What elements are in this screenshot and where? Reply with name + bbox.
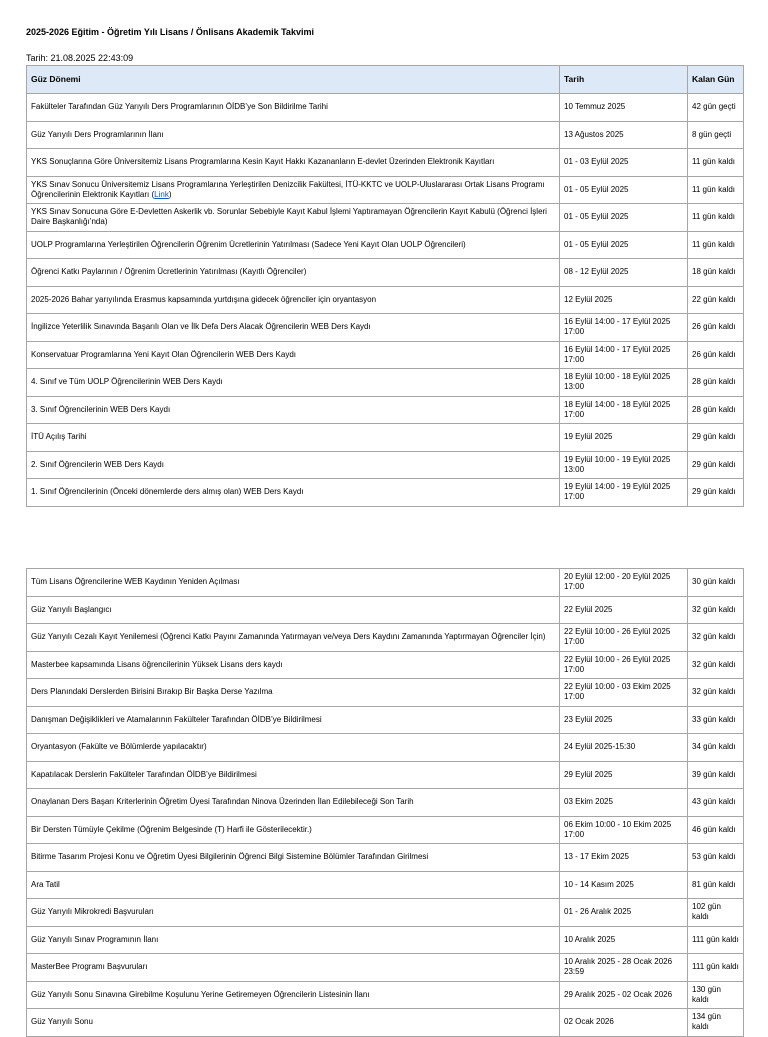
event-text: Kapatılacak Derslerin Fakülteler Tarafından ÖİDB’ye Bildirilmesi — [31, 769, 257, 779]
event-cell — [27, 816, 560, 844]
event-text: Bitirme Tasarım Projesi Konu ve Öğretim Üyesi Bilgilerinin Öğrenci Bilgi Sistemine Bölümler Tarafından Girilmesi — [31, 852, 429, 862]
date-cell: 03 Ekim 2025 — [560, 789, 688, 817]
table-row — [27, 341, 744, 369]
table-row — [27, 479, 744, 507]
event-cell — [27, 341, 560, 369]
remaining-days-cell: 32 gün kaldı — [688, 596, 744, 624]
date-cell: 10 - 14 Kasım 2025 — [560, 871, 688, 899]
remaining-days-cell: 32 gün kaldı — [688, 679, 744, 707]
event-cell — [27, 706, 560, 734]
table-row — [27, 624, 744, 652]
event-text: Ara Tatil — [31, 879, 60, 889]
event-text: Öğrenci Katkı Paylarının / Öğrenim Ücretlerinin Yatırılması (Kayıtlı Öğrenciler) — [31, 267, 307, 277]
table-row — [27, 424, 744, 452]
event-text: Güz Yarıyılı Sonu Sınavına Girebilme Koşulunu Yerine Getiremeyen Öğrencilerin Listesinin İlanı — [31, 989, 370, 999]
event-text: Tüm Lisans Öğrencilerine WEB Kaydının Yeniden Açılması — [31, 577, 240, 587]
event-text: Bir Dersten Tümüyle Çekilme (Öğrenim Belgesinde (T) Harfi ile Gösterilecektir.) — [31, 824, 312, 834]
date-cell: 29 Eylül 2025 — [560, 761, 688, 789]
report-date: Tarih: 21.08.2025 22:43:09 — [26, 53, 134, 63]
event-cell — [27, 149, 560, 177]
event-cell — [27, 899, 560, 927]
header-remaining: Kalan Gün — [688, 66, 744, 94]
date-cell: 01 - 03 Eylül 2025 — [560, 149, 688, 177]
table-row — [27, 651, 744, 679]
table-row — [27, 286, 744, 314]
date-cell: 02 Ocak 2026 — [560, 1009, 688, 1037]
event-text: UOLP Programlarına Yerleştirilen Öğrencilerin Öğrenim Ücretlerinin Yatırılması (Sadece Yeni Kayıt Olan UOLP Öğrencileri) — [31, 239, 466, 249]
date-cell: 13 Ağustos 2025 — [560, 121, 688, 149]
event-cell — [27, 844, 560, 872]
event-text: Onaylanan Ders Başarı Kriterlerinin Öğretim Üyesi Tarafından Ninova Üzerinden İlan Edilebileceği Son Tarih — [31, 797, 414, 807]
event-text: Oryantasyon (Fakülte ve Bölümlerde yapılacaktır) — [31, 742, 207, 752]
event-cell — [27, 286, 560, 314]
table-row — [27, 816, 744, 844]
remaining-days-cell: 18 gün kaldı — [688, 259, 744, 287]
page-title: 2025-2026 Eğitim - Öğretim Yılı Lisans / Önlisans Akademik Takvimi — [26, 27, 314, 37]
remaining-days-cell: 22 gün kaldı — [688, 286, 744, 314]
date-cell: 22 Eylül 10:00 - 03 Ekim 2025 17:00 — [560, 679, 688, 707]
date-cell: 10 Aralık 2025 - 28 Ocak 2026 23:59 — [560, 954, 688, 982]
event-text: 2. Sınıf Öğrencilerin WEB Ders Kaydı — [31, 459, 164, 469]
event-text: Danışman Değişiklikleri ve Atamalarının Fakülteler Tarafından ÖİDB’ye Bildirilmesi — [31, 714, 322, 724]
date-cell: 16 Eylül 14:00 - 17 Eylül 2025 17:00 — [560, 314, 688, 342]
date-cell: 20 Eylül 12:00 - 20 Eylül 2025 17:00 — [560, 569, 688, 597]
date-cell: 22 Eylül 2025 — [560, 596, 688, 624]
remaining-days-cell: 29 gün kaldı — [688, 424, 744, 452]
event-text: MasterBee Programı Başvuruları — [31, 962, 148, 972]
remaining-days-cell: 29 gün kaldı — [688, 479, 744, 507]
date-cell: 18 Eylül 14:00 - 18 Eylül 2025 17:00 — [560, 396, 688, 424]
date-cell: 19 Eylül 14:00 - 19 Eylül 2025 17:00 — [560, 479, 688, 507]
remaining-days-cell: 102 gün kaldı — [688, 899, 744, 927]
event-text: Güz Yarıyılı Sonu — [31, 1017, 93, 1027]
event-cell — [27, 231, 560, 259]
event-cell — [27, 396, 560, 424]
event-cell — [27, 369, 560, 397]
header-date: Tarih — [560, 66, 688, 94]
table-row — [27, 1009, 744, 1037]
event-cell — [27, 954, 560, 982]
event-cell — [27, 1009, 560, 1037]
remaining-days-cell: 43 gün kaldı — [688, 789, 744, 817]
table-row — [27, 844, 744, 872]
event-text: Masterbee kapsamında Lisans öğrencilerinin Yüksek Lisans ders kaydı — [31, 659, 283, 669]
remaining-days-cell: 130 gün kaldı — [688, 981, 744, 1009]
date-cell: 13 - 17 Ekim 2025 — [560, 844, 688, 872]
table-row — [27, 954, 744, 982]
calendar-table-part-1 — [26, 65, 744, 507]
date-cell: 01 - 26 Aralık 2025 — [560, 899, 688, 927]
remaining-days-cell: 81 gün kaldı — [688, 871, 744, 899]
event-text: İTÜ Açılış Tarihi — [31, 432, 87, 442]
registration-link[interactable]: Link — [154, 189, 169, 199]
event-text: Güz Yarıyılı Sınav Programının İlanı — [31, 934, 159, 944]
table-row — [27, 899, 744, 927]
date-cell: 29 Aralık 2025 - 02 Ocak 2026 — [560, 981, 688, 1009]
remaining-days-cell: 30 gün kaldı — [688, 569, 744, 597]
remaining-days-cell: 111 gün kaldı — [688, 954, 744, 982]
event-cell — [27, 624, 560, 652]
date-cell: 23 Eylül 2025 — [560, 706, 688, 734]
table-row — [27, 761, 744, 789]
remaining-days-cell: 32 gün kaldı — [688, 624, 744, 652]
table-row — [27, 94, 744, 122]
remaining-days-cell: 8 gün geçti — [688, 121, 744, 149]
remaining-days-cell: 34 gün kaldı — [688, 734, 744, 762]
table-row — [27, 734, 744, 762]
remaining-days-cell: 134 gün kaldı — [688, 1009, 744, 1037]
event-text: Güz Yarıyılı Ders Programlarının İlanı — [31, 129, 164, 139]
event-text: Güz Yarıyılı Başlangıcı — [31, 604, 112, 614]
remaining-days-cell: 26 gün kaldı — [688, 341, 744, 369]
table-row — [27, 569, 744, 597]
remaining-days-cell: 28 gün kaldı — [688, 396, 744, 424]
remaining-days-cell: 33 gün kaldı — [688, 706, 744, 734]
event-text: Fakülteler Tarafından Güz Yarıyılı Ders Programlarının ÖİDB’ye Son Bildirilme Tarihi — [31, 102, 328, 112]
table-row — [27, 259, 744, 287]
event-text: Güz Yarıyılı Cezalı Kayıt Yenilemesi (Öğrenci Katkı Payını Zamanında Yatırmayan ve/veya Ders Kaydını Zamanında Yaptırmayan Öğrenciler İçin) — [31, 632, 546, 642]
event-text: Güz Yarıyılı Mikrokredi Başvuruları — [31, 907, 154, 917]
table-row — [27, 926, 744, 954]
date-cell: 19 Eylül 2025 — [560, 424, 688, 452]
remaining-days-cell: 11 gün kaldı — [688, 231, 744, 259]
event-cell — [27, 871, 560, 899]
date-cell: 01 - 05 Eylül 2025 — [560, 176, 688, 204]
event-text: YKS Sınav Sonucuna Göre E-Devletten Askerlik vb. Sorunlar Sebebiyle Kayıt Kabul İşlemi Yaptıramayan Öğrencilerin Kayıt Kabulü (Öğrenci İşleri Daire Başkanlığı’nda) — [31, 207, 547, 227]
table-row — [27, 121, 744, 149]
table-row — [27, 789, 744, 817]
remaining-days-cell: 11 gün kaldı — [688, 204, 744, 232]
date-cell: 19 Eylül 10:00 - 19 Eylül 2025 13:00 — [560, 451, 688, 479]
event-text-suffix: ) — [168, 189, 172, 199]
event-cell — [27, 259, 560, 287]
table-header-row — [27, 66, 744, 94]
event-cell — [27, 121, 560, 149]
event-cell — [27, 761, 560, 789]
event-cell — [27, 479, 560, 507]
table-row — [27, 871, 744, 899]
date-cell: 01 - 05 Eylül 2025 — [560, 231, 688, 259]
table-row — [27, 981, 744, 1009]
event-cell — [27, 204, 560, 232]
date-cell: 12 Eylül 2025 — [560, 286, 688, 314]
event-cell — [27, 981, 560, 1009]
event-cell — [27, 596, 560, 624]
table-row — [27, 231, 744, 259]
date-cell: 01 - 05 Eylül 2025 — [560, 204, 688, 232]
remaining-days-cell: 28 gün kaldı — [688, 369, 744, 397]
table-row — [27, 451, 744, 479]
event-cell — [27, 451, 560, 479]
event-text: 3. Sınıf Öğrencilerinin WEB Ders Kaydı — [31, 404, 171, 414]
event-text: Ders Planındaki Derslerden Birisini Bırakıp Bir Başka Derse Yazılma — [31, 687, 273, 697]
table-row — [27, 596, 744, 624]
event-cell — [27, 651, 560, 679]
event-cell — [27, 569, 560, 597]
header-period: Güz Dönemi — [27, 66, 560, 94]
event-text: 4. Sınıf ve Tüm UOLP Öğrencilerinin WEB Ders Kaydı — [31, 377, 223, 387]
remaining-days-cell: 32 gün kaldı — [688, 651, 744, 679]
remaining-days-cell: 29 gün kaldı — [688, 451, 744, 479]
remaining-days-cell: 46 gün kaldı — [688, 816, 744, 844]
date-cell: 18 Eylül 10:00 - 18 Eylül 2025 13:00 — [560, 369, 688, 397]
table-row — [27, 149, 744, 177]
table-row — [27, 396, 744, 424]
table-row — [27, 314, 744, 342]
remaining-days-cell: 111 gün kaldı — [688, 926, 744, 954]
date-cell: 08 - 12 Eylül 2025 — [560, 259, 688, 287]
event-cell — [27, 424, 560, 452]
event-cell — [27, 176, 560, 204]
remaining-days-cell: 53 gün kaldı — [688, 844, 744, 872]
remaining-days-cell: 42 gün geçti — [688, 94, 744, 122]
date-cell: 24 Eylül 2025-15:30 — [560, 734, 688, 762]
event-cell — [27, 94, 560, 122]
event-text: YKS Sonuçlarına Göre Üniversitemiz Lisans Programlarına Kesin Kayıt Hakkı Kazananların E-devlet Üzerinden Elektronik Kayıtları — [31, 157, 495, 167]
event-text: Konservatuar Programlarına Yeni Kayıt Olan Öğrencilerin WEB Ders Kaydı — [31, 349, 297, 359]
remaining-days-cell: 26 gün kaldı — [688, 314, 744, 342]
event-text: 1. Sınıf Öğrencilerinin (Önceki dönemlerde ders almış olan) WEB Ders Kaydı — [31, 487, 304, 497]
table-row — [27, 679, 744, 707]
calendar-table-part-2 — [26, 568, 744, 1037]
table-row — [27, 706, 744, 734]
event-text: 2025-2026 Bahar yarıyılında Erasmus kapsamında yurtdışına gidecek öğrenciler için oryantasyon — [31, 294, 377, 304]
date-cell: 06 Ekim 10:00 - 10 Ekim 2025 17:00 — [560, 816, 688, 844]
remaining-days-cell: 39 gün kaldı — [688, 761, 744, 789]
event-cell — [27, 926, 560, 954]
date-cell: 16 Eylül 14:00 - 17 Eylül 2025 17:00 — [560, 341, 688, 369]
event-cell — [27, 789, 560, 817]
date-cell: 22 Eylül 10:00 - 26 Eylül 2025 17:00 — [560, 624, 688, 652]
event-cell — [27, 734, 560, 762]
remaining-days-cell: 11 gün kaldı — [688, 176, 744, 204]
remaining-days-cell: 11 gün kaldı — [688, 149, 744, 177]
event-cell — [27, 679, 560, 707]
table-row — [27, 176, 744, 204]
table-row — [27, 369, 744, 397]
table-row — [27, 204, 744, 232]
event-text: YKS Sınav Sonucu Üniversitemiz Lisans Programlarına Yerleştirilen Denizcilik Fakültesi, İTÜ-KKTC ve UOLP-Uluslararası Ortak Lisans Programı Öğrencilerinin Elektronik Kayıtları ( — [31, 179, 545, 199]
date-cell: 10 Temmuz 2025 — [560, 94, 688, 122]
event-cell — [27, 314, 560, 342]
event-text: İngilizce Yeterlilik Sınavında Başarılı Olan ve İlk Defa Ders Alacak Öğrencilerin WEB Ders Kaydı — [31, 322, 371, 332]
date-cell: 10 Aralık 2025 — [560, 926, 688, 954]
date-cell: 22 Eylül 10:00 - 26 Eylül 2025 17:00 — [560, 651, 688, 679]
